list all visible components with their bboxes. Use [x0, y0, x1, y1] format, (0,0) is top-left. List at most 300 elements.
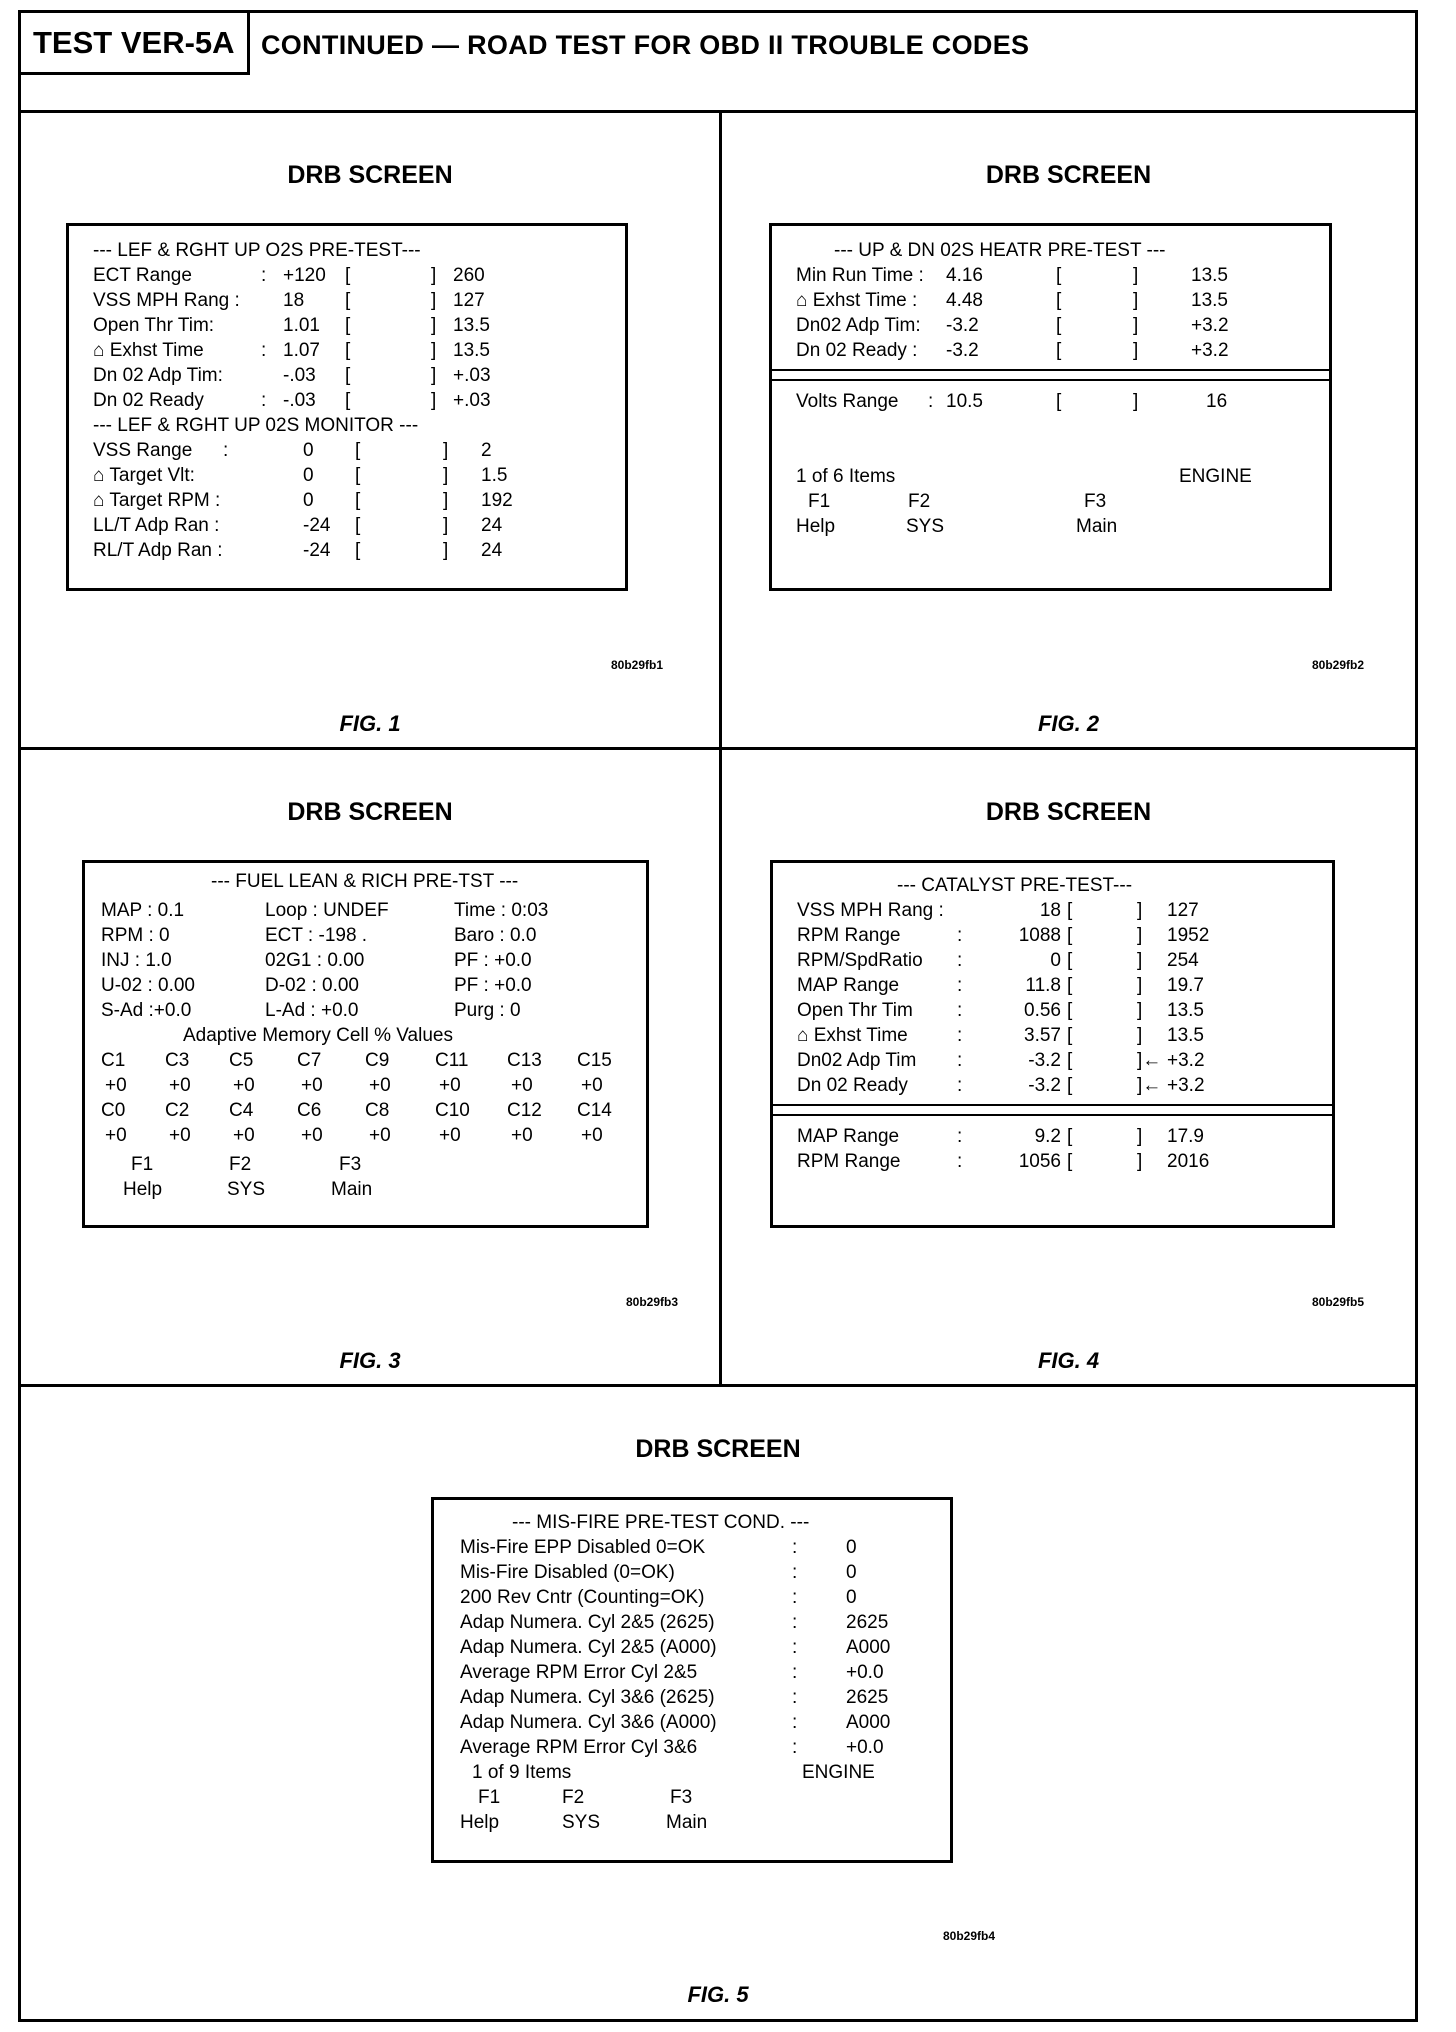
fig1-label: FIG. 1 [339, 711, 401, 736]
fig1-screen-title: DRB SCREEN [287, 161, 453, 189]
screen-text: PF : +0.0 [454, 950, 532, 971]
screen-text: [ [345, 265, 351, 286]
screen-text: ] [1133, 340, 1139, 361]
fig4-range-row [797, 998, 1332, 1023]
screen-text: [ [345, 315, 351, 336]
fig2-label: FIG. 2 [1037, 711, 1100, 736]
screen-text: Time : 0:03 [454, 900, 549, 921]
screen-text: C5 [229, 1050, 254, 1071]
fig5-panel [21, 1387, 1415, 2019]
f1-key[interactable]: F1 [131, 1154, 154, 1175]
screen-text: : [792, 1737, 798, 1758]
screen-text: ] [443, 465, 449, 486]
screen-text: U-02 : 0.00 [101, 975, 195, 996]
screen-text: : [792, 1637, 798, 1658]
screen-text: RPM/SpdRatio [797, 950, 923, 971]
fig1-panel [21, 113, 722, 750]
screen-text: +0 [369, 1125, 391, 1146]
fig3-screen-title: DRB SCREEN [287, 798, 453, 826]
screen-text: ] [1133, 290, 1139, 311]
fig4-screen-title: DRB SCREEN [985, 798, 1152, 826]
screen-text: ] [431, 340, 437, 361]
screen-text: MAP Range [797, 975, 900, 996]
screen-text: 2016 [1167, 1151, 1210, 1172]
screen-text: 0 [303, 440, 314, 461]
screen-text: Volts Range [796, 391, 899, 412]
screen-text: Purg : 0 [454, 1000, 521, 1021]
fig1-monitor-row [93, 488, 625, 513]
fig4-divider [773, 1104, 1332, 1116]
fig3-adaptive-label [101, 1023, 646, 1048]
screen-text: : [261, 265, 267, 286]
fig4-range-row [797, 948, 1332, 973]
screen-text: C1 [101, 1050, 126, 1071]
screen-text: [ [1056, 315, 1062, 336]
screen-text: Dn 02 Adp Tim: [93, 365, 223, 386]
screen-text: RPM Range [797, 1151, 901, 1172]
screen-text: : [957, 950, 963, 971]
fig4-label: FIG. 4 [1037, 1348, 1100, 1373]
screen-text: ] [443, 440, 449, 461]
screen-text: Adap Numera. Cyl 2&5 (A000) [460, 1637, 717, 1658]
screen-text: +3.2 [1167, 1050, 1205, 1071]
screen-text: C14 [577, 1100, 612, 1121]
screen-text: Help [796, 516, 836, 537]
fig1-heading2 [93, 413, 625, 438]
screen-text: ECT : -198 . [265, 925, 368, 946]
fig1-drb-screen [66, 223, 628, 591]
screen-text: [ [1067, 900, 1073, 921]
screen-text: 24 [481, 540, 503, 561]
fig2-screen-title: DRB SCREEN [985, 161, 1152, 189]
screen-text: PF : +0.0 [454, 975, 532, 996]
fig1-monitor-row [93, 513, 625, 538]
screen-text: ] [443, 540, 449, 561]
screen-text: +0 [301, 1125, 323, 1146]
fig3-cell-labels-row [101, 1098, 646, 1123]
screen-text: C7 [297, 1050, 322, 1071]
document-page [18, 10, 1418, 2022]
screen-text: Dn 02 Ready [93, 390, 204, 411]
fig4-range-row [797, 1073, 1332, 1098]
screen-text: : [792, 1537, 798, 1558]
screen-text: : [261, 390, 267, 411]
fig1-monitor-row [93, 463, 625, 488]
screen-text: VSS MPH Rang : [93, 290, 240, 311]
screen-text: 2 [481, 440, 492, 461]
screen-text: : [792, 1687, 798, 1708]
screen-text: -3.2 [1028, 1050, 1061, 1071]
fig2-code: 80b29fb2 [1312, 658, 1365, 672]
fig5-condition-row [460, 1610, 950, 1635]
fig5-fkey-labels-row [460, 1810, 950, 1835]
screen-text: -.03 [283, 365, 316, 386]
screen-text: C9 [365, 1050, 390, 1071]
screen-text: 1.07 [283, 340, 320, 361]
screen-text: ] [1133, 315, 1139, 336]
screen-text: ] [431, 315, 437, 336]
screen-text: ] [1133, 391, 1139, 412]
screen-text: 0 [846, 1587, 857, 1608]
screen-text: Open Thr Tim: [93, 315, 215, 336]
screen-text: 192 [481, 490, 513, 511]
fig4-range-row [797, 973, 1332, 998]
screen-text: ⌂ Target RPM : [93, 490, 221, 511]
fig2-range-row [796, 263, 1329, 288]
screen-text: 200 Rev Cntr (Counting=OK) [460, 1587, 705, 1608]
screen-text: 127 [1167, 900, 1199, 921]
screen-text: [ [1067, 1000, 1073, 1021]
screen-text: +0 [233, 1075, 255, 1096]
screen-text: [ [1067, 1075, 1073, 1096]
fig2-status-row [796, 464, 1329, 489]
fig3-heading [101, 869, 646, 894]
screen-text: A000 [846, 1712, 891, 1733]
fig1-range-row [93, 363, 625, 388]
fig1-monitor-row [93, 438, 625, 463]
screen-text: 9.2 [1034, 1126, 1061, 1147]
screen-text: Dn02 Adp Tim [797, 1050, 917, 1071]
screen-text: 02G1 : 0.00 [265, 950, 365, 971]
screen-text: RPM Range [797, 925, 901, 946]
screen-text: [ [355, 515, 361, 536]
screen-text: 1952 [1167, 925, 1210, 946]
f2-key[interactable]: F2 [908, 491, 931, 512]
fig2-drb-screen [769, 223, 1332, 591]
screen-text: : [957, 925, 963, 946]
screen-text: 13.5 [1167, 1025, 1204, 1046]
screen-text: [ [1067, 1126, 1073, 1147]
screen-text: +0 [301, 1075, 323, 1096]
screen-text: 254 [1167, 950, 1199, 971]
screen-text: S-Ad :+0.0 [101, 1000, 192, 1021]
fig3-cell-labels-row [101, 1048, 646, 1073]
screen-text: : [957, 1151, 963, 1172]
fig4-range-row [797, 1124, 1332, 1149]
fig4-range-row [797, 1149, 1332, 1174]
screen-text: 17.9 [1167, 1126, 1204, 1147]
fig4-heading [797, 873, 1332, 898]
screen-text: C11 [435, 1050, 469, 1071]
screen-text: 0 [303, 490, 314, 511]
screen-text: +0 [581, 1125, 603, 1146]
screen-text: 0 [303, 465, 314, 486]
fig5-condition-row [460, 1710, 950, 1735]
fig5-heading [460, 1510, 950, 1535]
fig5-status-row [460, 1760, 950, 1785]
fig5-condition-row [460, 1585, 950, 1610]
screen-text: RL/T Adp Ran : [93, 540, 223, 561]
screen-text: --- LEF & RGHT UP 02S MONITOR --- [93, 415, 419, 436]
screen-text: Dn 02 Ready : [796, 340, 918, 361]
screen-text: +0 [439, 1125, 461, 1146]
fig5-condition-row [460, 1560, 950, 1585]
screen-text: +0 [511, 1075, 533, 1096]
fig3-fkey-labels-row [101, 1177, 646, 1202]
screen-text: SYS [906, 516, 945, 537]
screen-text: ⌂ Target Vlt: [93, 465, 195, 486]
screen-text: LL/T Adp Ran : [93, 515, 220, 536]
fig5-fkeys-row [460, 1785, 950, 1810]
screen-text: Adap Numera. Cyl 2&5 (2625) [460, 1612, 715, 1633]
screen-text: [ [345, 390, 351, 411]
screen-text: : [261, 340, 267, 361]
fig5-condition-row [460, 1535, 950, 1560]
screen-text: +0 [511, 1125, 533, 1146]
screen-text: C6 [297, 1100, 322, 1121]
screen-text: Average RPM Error Cyl 2&5 [460, 1662, 698, 1683]
screen-text: 4.48 [946, 290, 983, 311]
screen-text: C13 [507, 1050, 542, 1071]
screen-text: +3.2 [1167, 1075, 1205, 1096]
screen-text: +0 [169, 1125, 191, 1146]
screen-text: ] [431, 365, 437, 386]
f3-key[interactable]: F3 [339, 1154, 362, 1175]
screen-text: : [928, 391, 934, 412]
fig2-fkey-labels-row [796, 514, 1329, 539]
screen-text: 16 [1206, 391, 1228, 412]
screen-text: Dn 02 Ready [797, 1075, 908, 1096]
screen-text: 3.57 [1024, 1025, 1061, 1046]
screen-text: +0 [233, 1125, 255, 1146]
screen-text: ⌂ Exhst Time [797, 1025, 908, 1046]
screen-text: +.03 [453, 365, 491, 386]
fig5-condition-row [460, 1660, 950, 1685]
screen-text: Mis-Fire Disabled (0=OK) [460, 1562, 675, 1583]
screen-text: L-Ad : +0.0 [265, 1000, 359, 1021]
fig4-panel [722, 750, 1415, 1387]
screen-text: 13.5 [1191, 265, 1228, 286]
f2-key[interactable]: F2 [229, 1154, 252, 1175]
screen-text: -24 [303, 515, 331, 536]
page-title: CONTINUED — ROAD TEST FOR OBD II TROUBLE CODES [261, 30, 1030, 60]
screen-text: ENGINE [802, 1762, 875, 1783]
fig3-value-row [101, 948, 646, 973]
screen-text: Help [460, 1812, 500, 1833]
fig1-range-row [93, 263, 625, 288]
screen-text: : [957, 1025, 963, 1046]
fig4-range-row [797, 923, 1332, 948]
screen-text: [ [1056, 340, 1062, 361]
screen-text: C2 [165, 1100, 190, 1121]
screen-text: ] [1137, 975, 1143, 996]
fig2-divider [772, 369, 1329, 381]
screen-text: 11.8 [1025, 975, 1061, 996]
screen-text: +3.2 [1191, 340, 1229, 361]
screen-text: +.03 [453, 390, 491, 411]
screen-text: 1.01 [283, 315, 320, 336]
screen-text: [ [1067, 925, 1073, 946]
screen-text: Baro : 0.0 [454, 925, 537, 946]
f3-key[interactable]: F3 [670, 1787, 693, 1808]
fig2-volts-row [796, 389, 1329, 414]
screen-text: : [792, 1562, 798, 1583]
screen-text: ] [431, 265, 437, 286]
screen-text: [ [1067, 950, 1073, 971]
screen-text: +0.0 [846, 1662, 884, 1683]
screen-text: : [223, 440, 229, 461]
fig2-range-row [796, 338, 1329, 363]
screen-text: ]← [1137, 1075, 1162, 1096]
screen-text: Help [123, 1179, 163, 1200]
screen-text: -24 [303, 540, 331, 561]
fig3-fkeys-row [101, 1152, 646, 1177]
screen-text: +0 [581, 1075, 603, 1096]
fig3-label: FIG. 3 [339, 1348, 401, 1373]
screen-text: C0 [101, 1100, 126, 1121]
screen-text: RPM : 0 [101, 925, 170, 946]
screen-text: 0 [846, 1562, 857, 1583]
screen-text: : [792, 1587, 798, 1608]
screen-text: Loop : UNDEF [265, 900, 389, 921]
fig3-value-row [101, 973, 646, 998]
screen-text: 0 [846, 1537, 857, 1558]
screen-text: [ [1067, 1025, 1073, 1046]
screen-text: ] [443, 490, 449, 511]
test-id: TEST VER-5A [21, 13, 250, 75]
screen-text: +0 [105, 1125, 127, 1146]
screen-text: 260 [453, 265, 485, 286]
fig1-range-row [93, 338, 625, 363]
screen-text: 24 [481, 515, 503, 536]
screen-text: VSS MPH Rang : [797, 900, 944, 921]
screen-text: : [957, 1050, 963, 1071]
screen-text: [ [355, 540, 361, 561]
screen-text: C10 [435, 1100, 470, 1121]
screen-text: [ [345, 340, 351, 361]
screen-text: Main [1076, 516, 1118, 537]
screen-text: MAP : 0.1 [101, 900, 185, 921]
screen-text: ] [1137, 950, 1143, 971]
fig4-code: 80b29fb5 [1312, 1295, 1365, 1309]
screen-text: +0 [439, 1075, 461, 1096]
fig2-range-row [796, 288, 1329, 313]
screen-text: ] [443, 515, 449, 536]
screen-text: ] [431, 390, 437, 411]
f3-key[interactable]: F3 [1084, 491, 1107, 512]
screen-text: ] [431, 290, 437, 311]
screen-text: 0.56 [1024, 1000, 1061, 1021]
screen-text: 1056 [1018, 1151, 1061, 1172]
fig1-monitor-row [93, 538, 625, 563]
screen-text: 127 [453, 290, 485, 311]
screen-text: [ [1067, 975, 1073, 996]
screen-text: [ [355, 490, 361, 511]
screen-text: ] [1137, 900, 1143, 921]
screen-text: SYS [227, 1179, 266, 1200]
fig1-range-row [93, 313, 625, 338]
fig3-value-row [101, 898, 646, 923]
screen-text: Open Thr Tim [797, 1000, 913, 1021]
screen-text: Adap Numera. Cyl 3&6 (2625) [460, 1687, 715, 1708]
screen-text: +3.2 [1191, 315, 1229, 336]
screen-text: 13.5 [1167, 1000, 1204, 1021]
screen-text: +0 [105, 1075, 127, 1096]
screen-text: 18 [283, 290, 305, 311]
screen-text: +0.0 [846, 1737, 884, 1758]
fig5-condition-row [460, 1685, 950, 1710]
screen-text: 1088 [1018, 925, 1061, 946]
screen-text: C15 [577, 1050, 612, 1071]
screen-text: +0 [369, 1075, 391, 1096]
screen-text: Adap Numera. Cyl 3&6 (A000) [460, 1712, 717, 1733]
screen-text: 4.16 [946, 265, 983, 286]
screen-text: [ [345, 365, 351, 386]
screen-text: -3.2 [946, 315, 979, 336]
screen-text: [ [1056, 265, 1062, 286]
screen-text: Main [666, 1812, 708, 1833]
screen-text: D-02 : 0.00 [265, 975, 359, 996]
screen-text: : [792, 1712, 798, 1733]
screen-text: : [957, 1075, 963, 1096]
screen-text: --- FUEL LEAN & RICH PRE-TST --- [211, 871, 519, 892]
screen-text: -.03 [283, 390, 316, 411]
screen-text: [ [1056, 290, 1062, 311]
fig3-value-row [101, 923, 646, 948]
screen-text: --- UP & DN 02S HEATR PRE-TEST --- [834, 240, 1166, 261]
fig1-range-row [93, 288, 625, 313]
screen-text: 13.5 [453, 340, 490, 361]
fig5-condition-row [460, 1735, 950, 1760]
screen-text: Dn02 Adp Tim: [796, 315, 921, 336]
screen-text: MAP Range [797, 1126, 900, 1147]
f1-key[interactable]: F1 [478, 1787, 501, 1808]
fig5-code: 80b29fb4 [943, 1929, 996, 1943]
screen-text: ⌂ Exhst Time : [796, 290, 918, 311]
screen-text: [ [1067, 1050, 1073, 1071]
screen-text: +0 [169, 1075, 191, 1096]
screen-text: SYS [562, 1812, 601, 1833]
screen-text: 10.5 [946, 391, 983, 412]
fig1-code: 80b29fb1 [611, 658, 664, 672]
f1-key[interactable]: F1 [808, 491, 831, 512]
screen-text: C4 [229, 1100, 254, 1121]
screen-text: ENGINE [1179, 466, 1252, 487]
fig3-value-row [101, 998, 646, 1023]
screen-text: C8 [365, 1100, 390, 1121]
fig2-range-row [796, 313, 1329, 338]
screen-text: C12 [507, 1100, 542, 1121]
screen-text: 1 of 6 Items [796, 466, 896, 487]
page-header [21, 13, 1415, 113]
screen-text: : [957, 975, 963, 996]
screen-text: : [957, 1126, 963, 1147]
screen-text: +120 [283, 265, 326, 286]
screen-text: 1.5 [481, 465, 508, 486]
screen-text: ⌂ Exhst Time [93, 340, 204, 361]
fig1-heading1 [93, 238, 625, 263]
screen-text: ]← [1137, 1050, 1162, 1071]
screen-text: [ [355, 465, 361, 486]
screen-text: ] [1137, 1151, 1143, 1172]
fig5-drb-screen [431, 1497, 953, 1863]
screen-text: A000 [846, 1637, 891, 1658]
screen-text: Main [331, 1179, 373, 1200]
screen-text: INJ : 1.0 [101, 950, 172, 971]
fig4-drb-screen [770, 860, 1335, 1228]
fig2-heading [796, 238, 1329, 263]
screen-text: 1 of 9 Items [472, 1762, 572, 1783]
screen-text: 0 [1050, 950, 1061, 971]
fig3-cell-values-row [101, 1123, 646, 1148]
screen-text: C3 [165, 1050, 190, 1071]
fig3-code: 80b29fb3 [626, 1295, 679, 1309]
screen-text: Min Run Time : [796, 265, 924, 286]
screen-text: --- MIS-FIRE PRE-TEST COND. --- [512, 1512, 810, 1533]
f2-key[interactable]: F2 [562, 1787, 585, 1808]
screen-text: 2625 [846, 1612, 889, 1633]
screen-text: 18 [1039, 900, 1061, 921]
